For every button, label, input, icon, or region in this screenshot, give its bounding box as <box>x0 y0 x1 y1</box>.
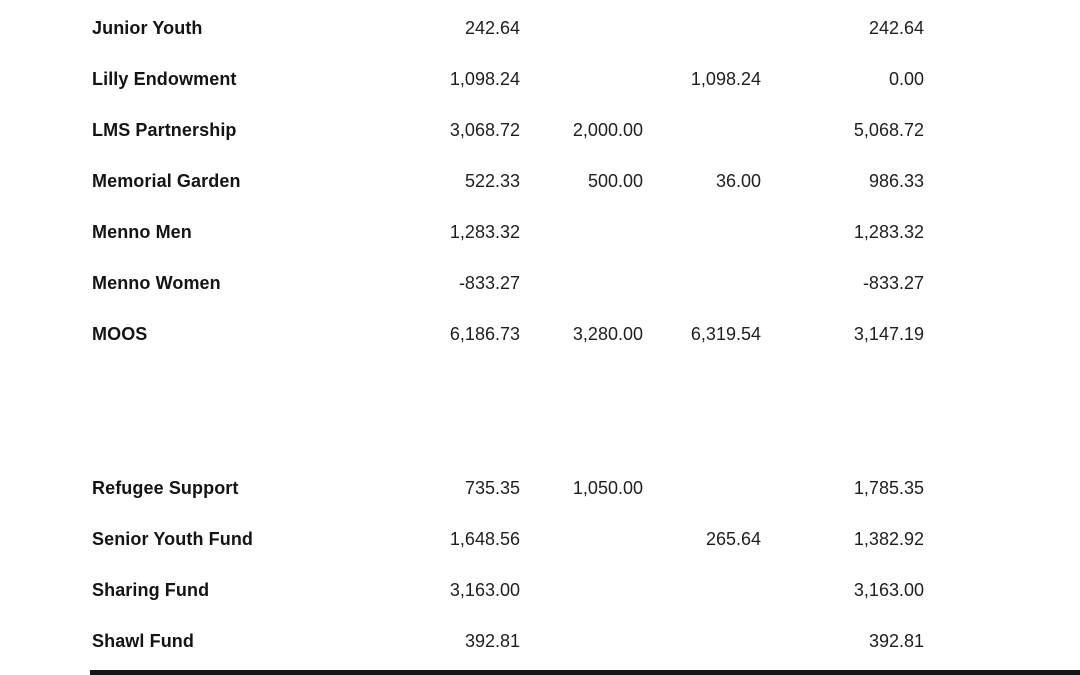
fund-name: Menno Men <box>92 222 192 242</box>
amount-col4: 1,382.92 <box>853 529 924 549</box>
fund-row <box>0 463 1080 514</box>
fund-name: Refugee Support <box>92 478 239 498</box>
amount-col1: 3,163.00 <box>449 580 520 600</box>
fund-row <box>0 156 1080 207</box>
fund-row <box>0 514 1080 565</box>
amount-col1: 6,186.73 <box>449 324 520 344</box>
amount-col4: 392.81 <box>868 631 924 651</box>
amount-col1: 1,098.24 <box>449 69 520 89</box>
fund-row <box>0 616 1080 667</box>
amount-col1: 735.35 <box>464 478 520 498</box>
fund-name: MOOS <box>92 324 148 344</box>
amount-col3: 36.00 <box>715 171 761 191</box>
amount-col1: 242.64 <box>464 18 520 38</box>
amount-col1: 3,068.72 <box>449 120 520 140</box>
fund-name: Memorial Garden <box>92 171 241 191</box>
amount-col4: 1,785.35 <box>853 478 924 498</box>
fund-balance-report <box>0 3 1080 667</box>
amount-col1: -833.27 <box>458 273 520 293</box>
amount-col4: 1,283.32 <box>853 222 924 242</box>
amount-col4: 3,147.19 <box>853 324 924 344</box>
amount-col2: 2,000.00 <box>572 120 643 140</box>
fund-name: Lilly Endowment <box>92 69 237 89</box>
amount-col4: 242.64 <box>868 18 924 38</box>
fund-row <box>0 258 1080 309</box>
amount-col4: 3,163.00 <box>853 580 924 600</box>
fund-name: Senior Youth Fund <box>92 529 254 549</box>
fund-row <box>0 207 1080 258</box>
fund-row <box>0 54 1080 105</box>
amount-col2: 1,050.00 <box>572 478 643 498</box>
amount-col1: 392.81 <box>464 631 520 651</box>
fund-row <box>0 3 1080 54</box>
fund-name: Sharing Fund <box>92 580 210 600</box>
fund-name: Menno Women <box>92 273 221 293</box>
fund-row <box>0 565 1080 616</box>
amount-col2: 3,280.00 <box>572 324 643 344</box>
amount-col3: 6,319.54 <box>690 324 761 344</box>
amount-col1: 1,283.32 <box>449 222 520 242</box>
amount-col4: 0.00 <box>888 69 924 89</box>
amount-col2: 500.00 <box>587 171 643 191</box>
fund-row <box>0 105 1080 156</box>
amount-col3: 265.64 <box>705 529 761 549</box>
amount-col4: 5,068.72 <box>853 120 924 140</box>
fund-name: LMS Partnership <box>92 120 237 140</box>
fund-name: Shawl Fund <box>92 631 194 651</box>
fund-name: Junior Youth <box>92 18 203 38</box>
fund-row <box>0 309 1080 360</box>
amount-col3: 1,098.24 <box>690 69 761 89</box>
amount-col1: 1,648.56 <box>449 529 520 549</box>
blank-row <box>0 360 1080 463</box>
amount-col4: 986.33 <box>868 171 924 191</box>
page-bottom-rule <box>90 670 1080 675</box>
amount-col1: 522.33 <box>464 171 520 191</box>
amount-col4: -833.27 <box>862 273 924 293</box>
